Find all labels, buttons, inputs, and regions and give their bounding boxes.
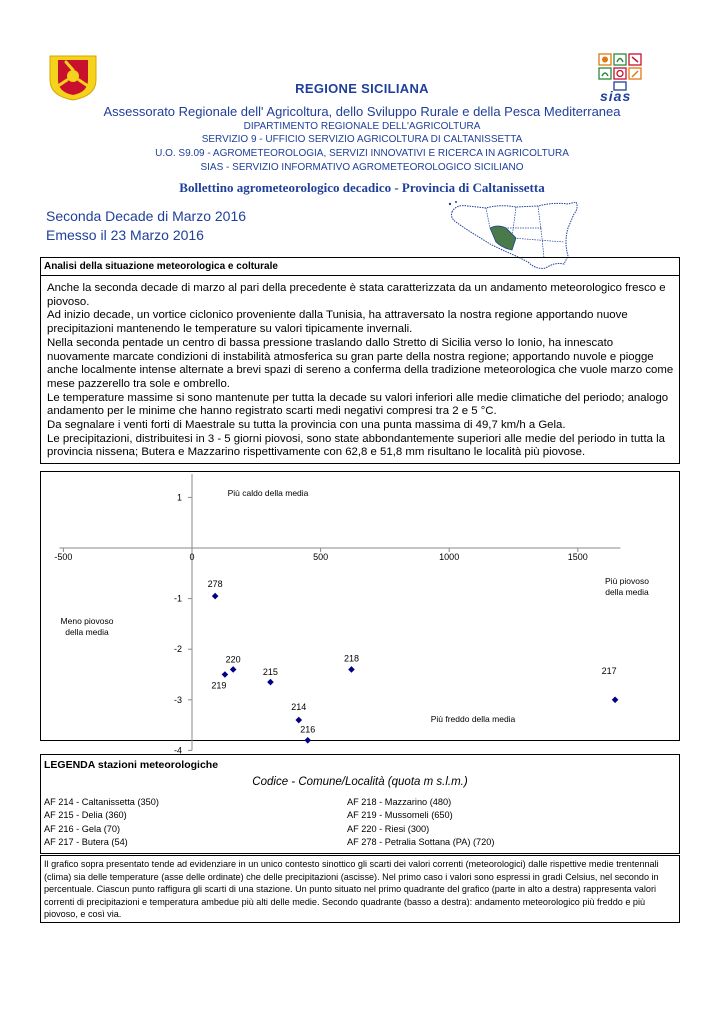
legend-column-right — [347, 796, 494, 849]
data-label: 216 — [300, 724, 316, 735]
x-tick-label: 0 — [189, 552, 195, 562]
region-title: REGIONE SICILIANA — [295, 81, 429, 96]
quadrant-label-top: Più caldo della media — [227, 488, 309, 498]
x-tick-label: -500 — [54, 552, 73, 562]
issued-date: Emesso il 23 Marzo 2016 — [46, 227, 204, 243]
legend-item: AF 218 - Mazzarino (480) — [347, 797, 452, 807]
analysis-panel — [40, 257, 680, 464]
y-tick-label: -3 — [173, 694, 182, 705]
sias-logo — [596, 52, 646, 108]
analysis-paragraph: Le temperature massime si sono mantenute per tutta la decade su valori inferiori alle medie climatiche del periodo; analogo andamento per le minime che hanno registrato scarti medi negativi compresi tra 2 e 5 °C. — [47, 391, 669, 418]
department-line: SERVIZIO 9 - UFFICIO SERVIZIO AGRICOLTURA DI CALTANISSETTA — [201, 134, 523, 145]
sias-logo-text: sias — [600, 88, 632, 104]
department-line: DIPARTIMENTO REGIONALE DELL'AGRICOLTURA — [243, 121, 481, 132]
legend-item: AF 214 - Caltanissetta (350) — [44, 797, 159, 807]
data-point — [295, 717, 302, 724]
data-point — [222, 671, 229, 678]
data-label: 215 — [262, 667, 278, 678]
y-tick-label: -1 — [173, 593, 182, 604]
analysis-title: Analisi della situazione meteorologica e colturale — [41, 258, 680, 276]
x-tick-label: 500 — [313, 552, 329, 562]
data-point — [212, 593, 219, 600]
quadrant-label-right: Più piovoso — [605, 576, 649, 586]
assessorato-line: Assessorato Regionale dell' Agricoltura, dello Sviluppo Rurale e della Pesca Mediterranea — [103, 104, 621, 119]
note-text: Il grafico sopra presentato tende ad evidenziare in un unico contesto sinottico gli scarti dei valori correnti (meteorologici) dalle rispettive medie trentennali (clima) sia delle temperature (asse delle ordinate) che delle precipitazioni (ascisse). Nel primo caso i valori sono espressi in gradi Celsius, nel secondo in percentuale. Ciascun punto raffigura gli scarti di una stazione. Un punto situato nel primo quadrante del grafico (parte in alto a destra) rappresenta valori correnti di precipitazioni e temperatura ambedue più alti delle medie. Secondo quadrante (basso a destra): andamento meteorologico più freddo e più piovoso, e così via. — [44, 859, 659, 920]
x-tick-label: 1000 — [439, 552, 460, 562]
analysis-paragraph: Anche la seconda decade di marzo al pari della precedente è stata caratterizzata da un andamento meteorologico fresco e piovoso. — [47, 282, 666, 308]
legend-item: AF 278 - Petralia Sottana (PA) (720) — [347, 836, 495, 847]
data-label: 219 — [211, 680, 227, 691]
data-label: 220 — [225, 654, 241, 665]
legend-item: AF 215 - Delia (360) — [44, 810, 127, 821]
legend-panel — [40, 754, 680, 854]
y-tick-label: -4 — [173, 745, 182, 756]
quadrant-label-left: della media — [65, 627, 109, 637]
analysis-paragraph: Da segnalare i venti forti di Maestrale su tutta la provincia con una punta massima di 49,7 km/h a Gela. — [47, 419, 566, 432]
data-label: 214 — [291, 702, 307, 713]
data-label: 218 — [343, 653, 359, 664]
y-tick-label: 1 — [176, 492, 182, 503]
legend-column-left — [44, 796, 159, 849]
bulletin-title: Bollettino agrometeorologico decadico - Provincia di Caltanissetta — [179, 180, 545, 195]
analysis-text — [47, 282, 675, 460]
chart-panel — [40, 471, 680, 756]
department-line: SIAS - SERVIZIO INFORMATIVO AGROMETEOROLOGICO SICILIANO — [200, 162, 524, 173]
quadrant-label-left: Meno piovoso — [60, 616, 114, 626]
period-label: Seconda Decade di Marzo 2016 — [46, 208, 247, 224]
analysis-paragraph: Ad inizio decade, un vortice ciclonico proveniente dalla Tunisia, ha attraversato la nostra regione apportando nuove precipitazioni mantenendo le temperature su valori tipicamente invernali. — [47, 309, 628, 336]
data-point — [612, 697, 619, 704]
legend-title: LEGENDA stazioni meteorologiche — [44, 759, 219, 771]
analysis-paragraph: Le precipitazioni, distribuitesi in 3 - 5 giorni piovosi, sono state abbondantemente superiori alle medie del periodo in tutta la provincia nissena; Butera e Mazzarino rispettivamente con 62,8 e 51,8 mm risultano le località più piovose. — [47, 432, 665, 459]
data-point — [267, 679, 274, 686]
scatter-chart — [41, 472, 679, 756]
legend-item: AF 220 - Riesi (300) — [347, 823, 430, 834]
legend-subtitle: Codice - Comune/Località (quota m s.l.m.) — [252, 776, 468, 788]
data-label: 217 — [601, 665, 617, 676]
quadrant-label-bottom: Più freddo della media — [430, 714, 516, 724]
x-tick-label: 1500 — [567, 552, 588, 562]
data-label: 278 — [207, 579, 223, 590]
y-tick-label: -2 — [173, 644, 182, 655]
data-point — [348, 666, 355, 673]
department-line: U.O. S9.09 - AGROMETEOROLOGIA, SERVIZI INNOVATIVI E RICERCA IN AGRICOLTURA — [155, 148, 569, 159]
legend-item: AF 217 - Butera (54) — [44, 836, 128, 847]
quadrant-label-right: della media — [605, 587, 649, 597]
legend-item: AF 216 - Gela (70) — [44, 823, 121, 834]
analysis-paragraph: Nella seconda pentade un centro di bassa pressione traslando dallo Stretto di Sicilia verso lo Ionio, ha innescato nuovamente marcate condizioni di instabilità atmosferica su gran parte della nostra regione; apportando nuvole e piogge anche localmente intense alternate a brevi spazi di sereno a conferma della tradizione meteorologica che vuole marzo come mese pazzerello tra sole e ombrello. — [47, 336, 674, 390]
legend-item: AF 219 - Mussomeli (650) — [347, 810, 453, 821]
data-point — [230, 666, 237, 673]
note-panel — [40, 855, 680, 923]
data-point — [304, 737, 311, 744]
